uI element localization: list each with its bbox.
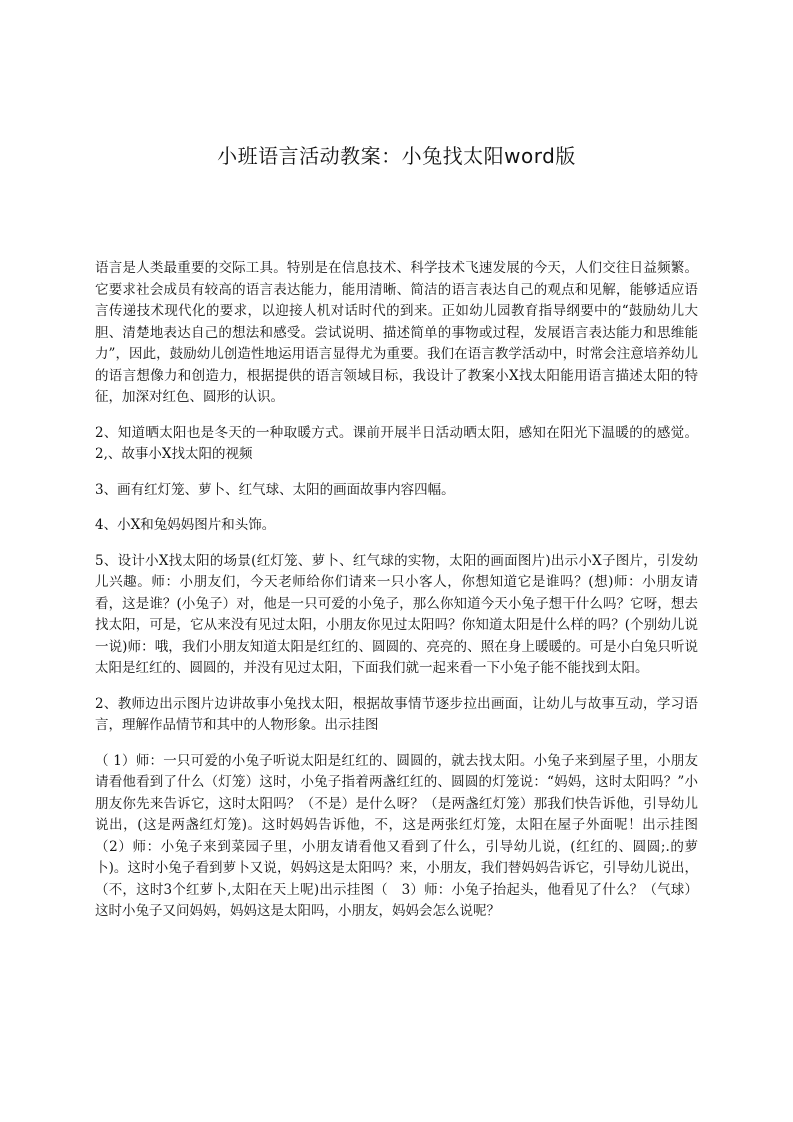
paragraph-prep-2: 2、知道晒太阳也是冬天的一种取暖方式。课前开展半日活动晒太阳，感知在阳光下温暖的的感觉。2,、故事小X找太阳的视频	[95, 424, 698, 462]
paragraph-story-detail: （ 1）师：一只可爱的小兔子听说太阳是红红的、圆圆的，就去找太阳。小兔子来到屋子里，小朋友请看他看到了什么（灯笼）这时，小兔子指着两盏红红的、圆圆的灯笼说：“妈妈，这时太阳吗？”小朋友你先来告诉它，这时太阳吗？（不是）是什么呀？（是两盏红灯笼）那我们快告诉他，引导幼儿说出，(这是两盏红灯笼)。这时妈妈告诉他，不，这是两张红灯笼，太阳在屋子外面呢！出示挂图（2）师：小兔子来到菜园子里，小朋友请看他又看到了什么，引导幼儿说，(红红的、圆圆;.的萝卜)。这时小兔子看到萝卜又说，妈妈这是太阳吗？来，小朋友，我们替妈妈告诉它，引导幼儿说出，（不，这时3个红萝卜,太阳在天上呢)出示挂图（ 3）师：小兔子抬起头，他看见了什么？（气球）这时小兔子又问妈妈，妈妈这是太阳吗，小朋友，妈妈会怎么说呢？	[95, 752, 698, 919]
document-title: 小班语言活动教案：小兔找太阳word版	[217, 144, 576, 168]
paragraph-prep-4: 4、小X和兔妈妈图片和头饰。	[95, 517, 276, 533]
paragraph-step-5: 5、设计小X找太阳的场景(红灯笼、萝卜、红气球的实物，太阳的画面图片)出示小X子图片，引发幼儿兴趣。师：小朋友们，今天老师给你们请来一只小客人，你想知道它是谁吗？(想)师：小朋友请看，这是谁？(小兔子）对，他是一只可爱的小兔子，那么你知道今天小兔子想干什么吗？它呀，想去找太阳，可是，它从来没有见过太阳，小朋友你见过太阳吗？你知道太阳是什么样的吗？(个别幼儿说一说)师：哦，我们小朋友知道太阳是红红的、圆圆的、亮亮的、照在身上暖暖的。可是小白兔只听说太阳是红红的、圆圆的，并没有见过太阳，下面我们就一起来看一下小兔子能不能找到太阳。	[95, 552, 698, 676]
paragraph-intro: 语言是人类最重要的交际工具。特别是在信息技术、科学技术飞速发展的今天，人们交往日益频繁。它要求社会成员有较高的语言表达能力，能用清晰、简洁的语言表达自己的观点和见解，能够适应语言传递技术现代化的要求，以迎接人机对话时代的到来。正如幼儿园教育指导纲要中的“鼓励幼儿大胆、清楚地表达自己的想法和感受。尝试说明、描述简单的事物或过程，发展语言表达能力和思维能力”，因此，鼓励幼儿创造性地运用语言显得尤为重要。我们在语言教学活动中，时常会注意培养幼儿的语言想像力和创造力，根据提供的语言领域目标，我设计了教案小X找太阳能用语言描述太阳的特征，加深对红色、圆形的认识。	[95, 260, 698, 405]
document-body	[95, 258, 698, 937]
paragraph-prep-3: 3、画有红灯笼、萝卜、红气球、太阳的画面故事内容四幅。	[95, 481, 455, 498]
paragraph-story-2: 2、教师边出示图片边讲故事小兔找太阳，根据故事情节逐步拉出画面，让幼儿与故事互动，学习语言，理解作品情节和其中的人物形象。出示挂图	[95, 695, 698, 733]
